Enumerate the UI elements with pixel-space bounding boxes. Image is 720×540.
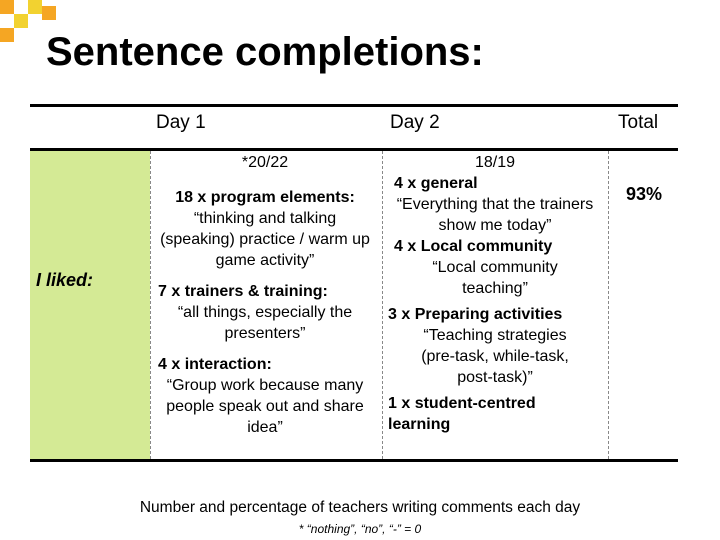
footnote: * “nothing”, “no”, “-” = 0 [298, 522, 422, 536]
day1-item-head: 18 x program elements: [175, 189, 355, 206]
results-table [30, 104, 678, 462]
day2-item-head: 4 x Local community [394, 238, 553, 255]
day1-item-head: 7 x trainers & training: [158, 283, 328, 300]
slide-title: Sentence completions: [46, 30, 484, 74]
header-day2: Day 2 [390, 112, 440, 133]
day1-item-quote: “Group work because many people speak out and share idea” [166, 377, 364, 436]
day1-item-head: 4 x interaction: [158, 356, 272, 373]
day2-item-head: 1 x student-centred learning [388, 395, 536, 433]
day1-item-quote: “all things, especially the presenters” [177, 304, 353, 342]
day2-cell [384, 152, 606, 435]
caption: Number and percentage of teachers writing comments each day [139, 499, 581, 516]
day2-item-head: 3 x Preparing activities [388, 306, 563, 323]
day1-count: *20/22 [241, 154, 289, 171]
day1-cell [152, 152, 378, 438]
table-bottom-rule [30, 459, 678, 462]
day2-count: 18/19 [474, 154, 516, 171]
day2-item-quote: “Everything that the trainers show me today” [396, 196, 594, 234]
day2-item-quote: “Local community teaching” [432, 259, 558, 297]
row-label-cell [30, 151, 150, 459]
day2-item-head: 4 x general [394, 175, 478, 192]
header-total: Total [618, 112, 659, 133]
header-top-rule [30, 104, 678, 107]
header-day1: Day 1 [156, 112, 206, 133]
day2-item-quote: “Teaching strategies (pre-task, while-task, post-task)” [421, 327, 569, 386]
row-label-i-liked: I liked: [36, 270, 94, 290]
total-value: 93% [625, 184, 663, 204]
day1-item-quote: “thinking and talking (speaking) practice / warm up game activity” [160, 210, 370, 269]
